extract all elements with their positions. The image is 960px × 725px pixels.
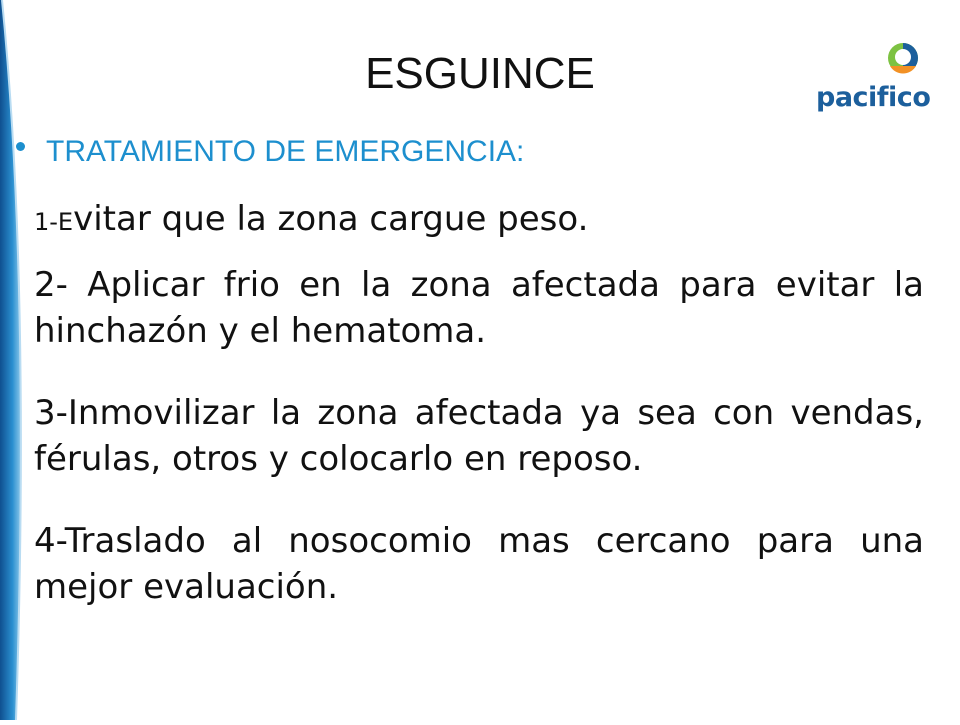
section-subheading: TRATAMIENTO DE EMERGENCIA: (46, 135, 525, 168)
step-1 (34, 196, 924, 245)
slide-title: ESGUINCE (365, 49, 595, 98)
step-1-prefix: 1-E (34, 208, 74, 236)
pacifico-logo (812, 38, 931, 118)
logo-text: pacifico (816, 82, 931, 113)
left-decorative-band (0, 0, 40, 720)
step-2: 2- Aplicar frio en la zona afectada para evitar la hinchazón y el hematoma. (34, 265, 924, 351)
bullet-dot (16, 142, 25, 151)
step-1-text: vitar que la zona cargue peso. (73, 199, 589, 239)
step-4: 4-Traslado al nosocomio mas cercano para una mejor evaluación. (34, 521, 924, 607)
logo-mark-icon (812, 38, 924, 82)
step-3: 3-Inmovilizar la zona afectada ya sea con vendas, férulas, otros y colocarlo en reposo. (34, 393, 924, 479)
